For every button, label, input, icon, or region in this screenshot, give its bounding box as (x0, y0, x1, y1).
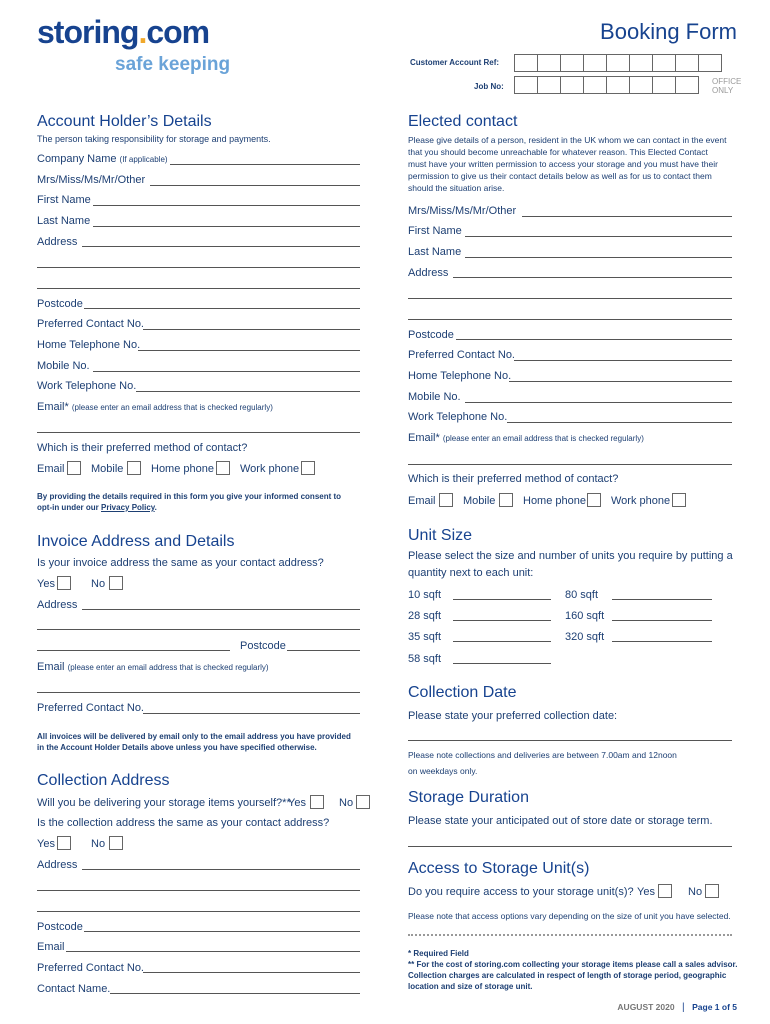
invoice-postcode-label: Postcode (240, 640, 286, 652)
unit-80-quantity[interactable] (612, 599, 712, 600)
unit-28-label: 28 sqft (408, 610, 442, 622)
logo (37, 14, 209, 51)
invoice-address-label: Address (37, 599, 78, 611)
elected-first-label: First Name (408, 225, 462, 237)
elected-address-field-2[interactable] (408, 298, 732, 299)
elected-email-field[interactable] (408, 464, 732, 465)
elected-method-work-label: Work phone (611, 495, 671, 507)
invoice-address-field-3[interactable] (37, 650, 230, 651)
footnotes: * Required Field ** For the cost of storing.com collecting your storage items please call a sales advisor. Collection charges are calculated in respect of length of storage period, geographic location and size of storage unit. (408, 949, 738, 991)
invoice-note: All invoices will be delivered by email only to the email address you have provided in the Account Holder Details above unless you have specified otherwise. (37, 732, 351, 752)
postcode-label: Postcode (37, 298, 83, 310)
collection-address-label: Address (37, 859, 78, 871)
logo-word-com: com (146, 14, 210, 50)
home-tel-field[interactable] (138, 350, 360, 351)
unit-10-label: 10 sqft (408, 589, 442, 601)
unit-58-quantity[interactable] (453, 663, 551, 664)
access-question: Do you require access to your storage unit(s)? (408, 886, 634, 898)
elected-address-field-1[interactable] (453, 277, 732, 278)
collection-address-field-1[interactable] (82, 869, 360, 870)
elected-mobile-field[interactable] (465, 402, 732, 403)
unit-58-label: 58 sqft (408, 653, 442, 665)
collection-date-field[interactable] (408, 740, 732, 741)
invoice-preferred-field[interactable] (143, 713, 360, 714)
access-heading: Access to Storage Unit(s) (408, 860, 590, 877)
invoice-yes-label: Yes (37, 578, 55, 590)
invoice-email-label: Email (please enter an email address that is checked regularly) (37, 661, 269, 673)
elected-method-email-checkbox[interactable] (439, 493, 453, 507)
collection-yes-label: Yes (37, 838, 55, 850)
last-name-field[interactable] (93, 226, 360, 227)
unit-320-label: 320 sqft (565, 631, 605, 643)
elected-method-home-label: Home phone (523, 495, 586, 507)
office-only-note: OFFICE ONLY (712, 77, 742, 95)
access-no-label: No (688, 886, 703, 898)
company-label: Company Name (If applicable) (37, 153, 168, 165)
email-label: Email* (please enter an email address that is checked regularly) (37, 401, 273, 413)
invoice-address-field-2[interactable] (37, 629, 360, 630)
delivering-question: Will you be delivering your storage items yourself?** (37, 797, 291, 809)
collection-heading: Collection Address (37, 772, 170, 789)
collection-contact-field[interactable] (110, 993, 360, 994)
unit-320-quantity[interactable] (612, 641, 712, 642)
footer-date: AUGUST 2020 (617, 1002, 675, 1012)
method-email-checkbox[interactable] (67, 461, 81, 475)
email-field[interactable] (37, 432, 360, 433)
customer-ref-label: Customer Account Ref: (410, 58, 500, 67)
elected-email-label: Email* (please enter an email address that is checked regularly) (408, 432, 644, 444)
logo-dot: . (138, 14, 147, 50)
unit-160-quantity[interactable] (612, 620, 712, 621)
method-home-checkbox[interactable] (216, 461, 230, 475)
account-heading: Account Holder’s Details (37, 113, 212, 130)
company-field[interactable] (170, 164, 360, 165)
footer-page: Page 1 of 5 (692, 1002, 737, 1012)
collection-no-label: No (91, 838, 106, 850)
elected-postcode-field[interactable] (456, 339, 732, 340)
invoice-no-label: No (91, 578, 106, 590)
method-mobile-label: Mobile (91, 463, 124, 475)
logo-tagline: safe keeping (115, 54, 231, 75)
privacy-policy-link[interactable]: Privacy Policy (101, 503, 155, 512)
access-yes-label: Yes (637, 886, 655, 898)
invoice-email-field[interactable] (37, 692, 360, 693)
work-tel-label: Work Telephone No. (37, 380, 137, 392)
address-field-3[interactable] (37, 288, 360, 289)
method-home-label: Home phone (151, 463, 214, 475)
method-mobile-checkbox[interactable] (127, 461, 141, 475)
logo-word: storing (37, 14, 139, 50)
collection-preferred-label: Preferred Contact No. (37, 962, 144, 974)
access-no-checkbox[interactable] (705, 884, 719, 898)
collection-same-question: Is the collection address the same as your contact address? (37, 817, 330, 829)
delivering-yes-label: Yes (288, 797, 306, 809)
elected-method-question: Which is their preferred method of contact? (408, 473, 619, 485)
title-label: Mrs/Miss/Ms/Mr/Other (37, 174, 146, 186)
contact-method-question: Which is their preferred method of contact? (37, 442, 248, 454)
unit-160-label: 160 sqft (565, 610, 605, 622)
elected-heading: Elected contact (408, 113, 518, 130)
collection-preferred-field[interactable] (143, 972, 360, 973)
elected-preferred-field[interactable] (514, 360, 732, 361)
invoice-heading: Invoice Address and Details (37, 533, 235, 550)
unit-80-label: 80 sqft (565, 589, 599, 601)
unit-10-quantity[interactable] (453, 599, 551, 600)
mobile-label: Mobile No. (37, 360, 90, 372)
invoice-postcode-field[interactable] (287, 650, 360, 651)
last-name-label: Last Name (37, 215, 91, 227)
unit-size-instructions: Please select the size and number of units you require by putting a quantity next to each unit: (408, 550, 733, 579)
collection-date-note: Please note collections and deliveries are between 7.00am and 12noon on weekdays only. (408, 750, 677, 776)
job-no-label: Job No: (474, 82, 504, 91)
account-intro: The person taking responsibility for storage and payments. (37, 134, 271, 144)
elected-method-email-label: Email (408, 495, 436, 507)
collection-address-field-3[interactable] (37, 911, 360, 912)
invoice-yes-checkbox[interactable] (57, 576, 71, 590)
collection-address-field-2[interactable] (37, 890, 360, 891)
elected-title-label: Mrs/Miss/Ms/Mr/Other (408, 205, 517, 217)
method-email-label: Email (37, 463, 65, 475)
collection-date-question: Please state your preferred collection date: (408, 710, 618, 722)
work-tel-field[interactable] (136, 391, 360, 392)
address-field-2[interactable] (37, 267, 360, 268)
first-name-field[interactable] (93, 205, 360, 206)
delivering-no-label: No (339, 797, 354, 809)
invoice-preferred-label: Preferred Contact No. (37, 702, 144, 714)
unit-35-label: 35 sqft (408, 631, 442, 643)
elected-preferred-label: Preferred Contact No. (408, 349, 515, 361)
preferred-contact-field[interactable] (143, 329, 360, 330)
collection-date-heading: Collection Date (408, 684, 517, 701)
page-title: Booking Form (600, 19, 737, 44)
customer-ref-grid[interactable] (515, 54, 722, 72)
elected-method-work-checkbox[interactable] (672, 493, 686, 507)
collection-postcode-field[interactable] (84, 931, 360, 932)
collection-no-checkbox[interactable] (109, 836, 123, 850)
collection-email-label: Email (37, 941, 65, 953)
elected-last-field[interactable] (465, 257, 732, 258)
delivering-yes-checkbox[interactable] (310, 795, 324, 809)
collection-contact-label: Contact Name. (37, 983, 111, 995)
elected-method-mobile-checkbox[interactable] (499, 493, 513, 507)
job-no-grid[interactable] (515, 76, 699, 94)
separator (408, 934, 732, 936)
elected-mobile-label: Mobile No. (408, 391, 461, 403)
title-field[interactable] (150, 185, 360, 186)
collection-email-field[interactable] (66, 951, 360, 952)
invoice-question: Is your invoice address the same as your contact address? (37, 557, 324, 569)
elected-title-field[interactable] (522, 216, 732, 217)
elected-work-label: Work Telephone No. (408, 411, 508, 423)
mobile-field[interactable] (93, 371, 360, 372)
first-name-label: First Name (37, 194, 91, 206)
preferred-contact-label: Preferred Contact No. (37, 318, 144, 330)
storage-duration-field[interactable] (408, 846, 732, 847)
unit-28-quantity[interactable] (453, 620, 551, 621)
collection-yes-checkbox[interactable] (57, 836, 71, 850)
method-work-checkbox[interactable] (301, 461, 315, 475)
method-work-label: Work phone (240, 463, 300, 475)
invoice-address-field-1[interactable] (82, 609, 360, 610)
invoice-no-checkbox[interactable] (109, 576, 123, 590)
storage-duration-heading: Storage Duration (408, 789, 529, 806)
elected-work-field[interactable] (507, 422, 732, 423)
elected-home-label: Home Telephone No. (408, 370, 512, 382)
unit-size-heading: Unit Size (408, 527, 473, 544)
elected-home-field[interactable] (509, 381, 732, 382)
access-yes-checkbox[interactable] (658, 884, 672, 898)
elected-intro: Please give details of a person, resident in the UK whom we can contact in the event that you should become unreachable for whatever reason. This Elected Contact must have your written permission to access your storage and you must have their permission to give us their contact details below as well as for us to contact them should the situation arise. (408, 135, 727, 193)
elected-postcode-label: Postcode (408, 329, 454, 341)
postcode-field[interactable] (84, 308, 360, 309)
collection-postcode-label: Postcode (37, 921, 83, 933)
elected-first-field[interactable] (465, 236, 732, 237)
storage-duration-question: Please state your anticipated out of store date or storage term. (408, 815, 713, 827)
address-field-1[interactable] (82, 246, 360, 247)
elected-address-label: Address (408, 267, 449, 279)
elected-address-field-3[interactable] (408, 319, 732, 320)
elected-last-label: Last Name (408, 246, 462, 258)
home-tel-label: Home Telephone No. (37, 339, 141, 351)
unit-35-quantity[interactable] (453, 641, 551, 642)
elected-method-home-checkbox[interactable] (587, 493, 601, 507)
address-label: Address (37, 236, 78, 248)
elected-method-mobile-label: Mobile (463, 495, 496, 507)
footer (617, 997, 737, 1015)
footer-divider: | (682, 1002, 685, 1013)
consent-text: By providing the details required in this form you give your informed consent to opt-in under our Privacy Policy. (37, 492, 342, 512)
access-note: Please note that access options vary depending on the size of unit you have selected. (408, 911, 731, 921)
delivering-no-checkbox[interactable] (356, 795, 370, 809)
